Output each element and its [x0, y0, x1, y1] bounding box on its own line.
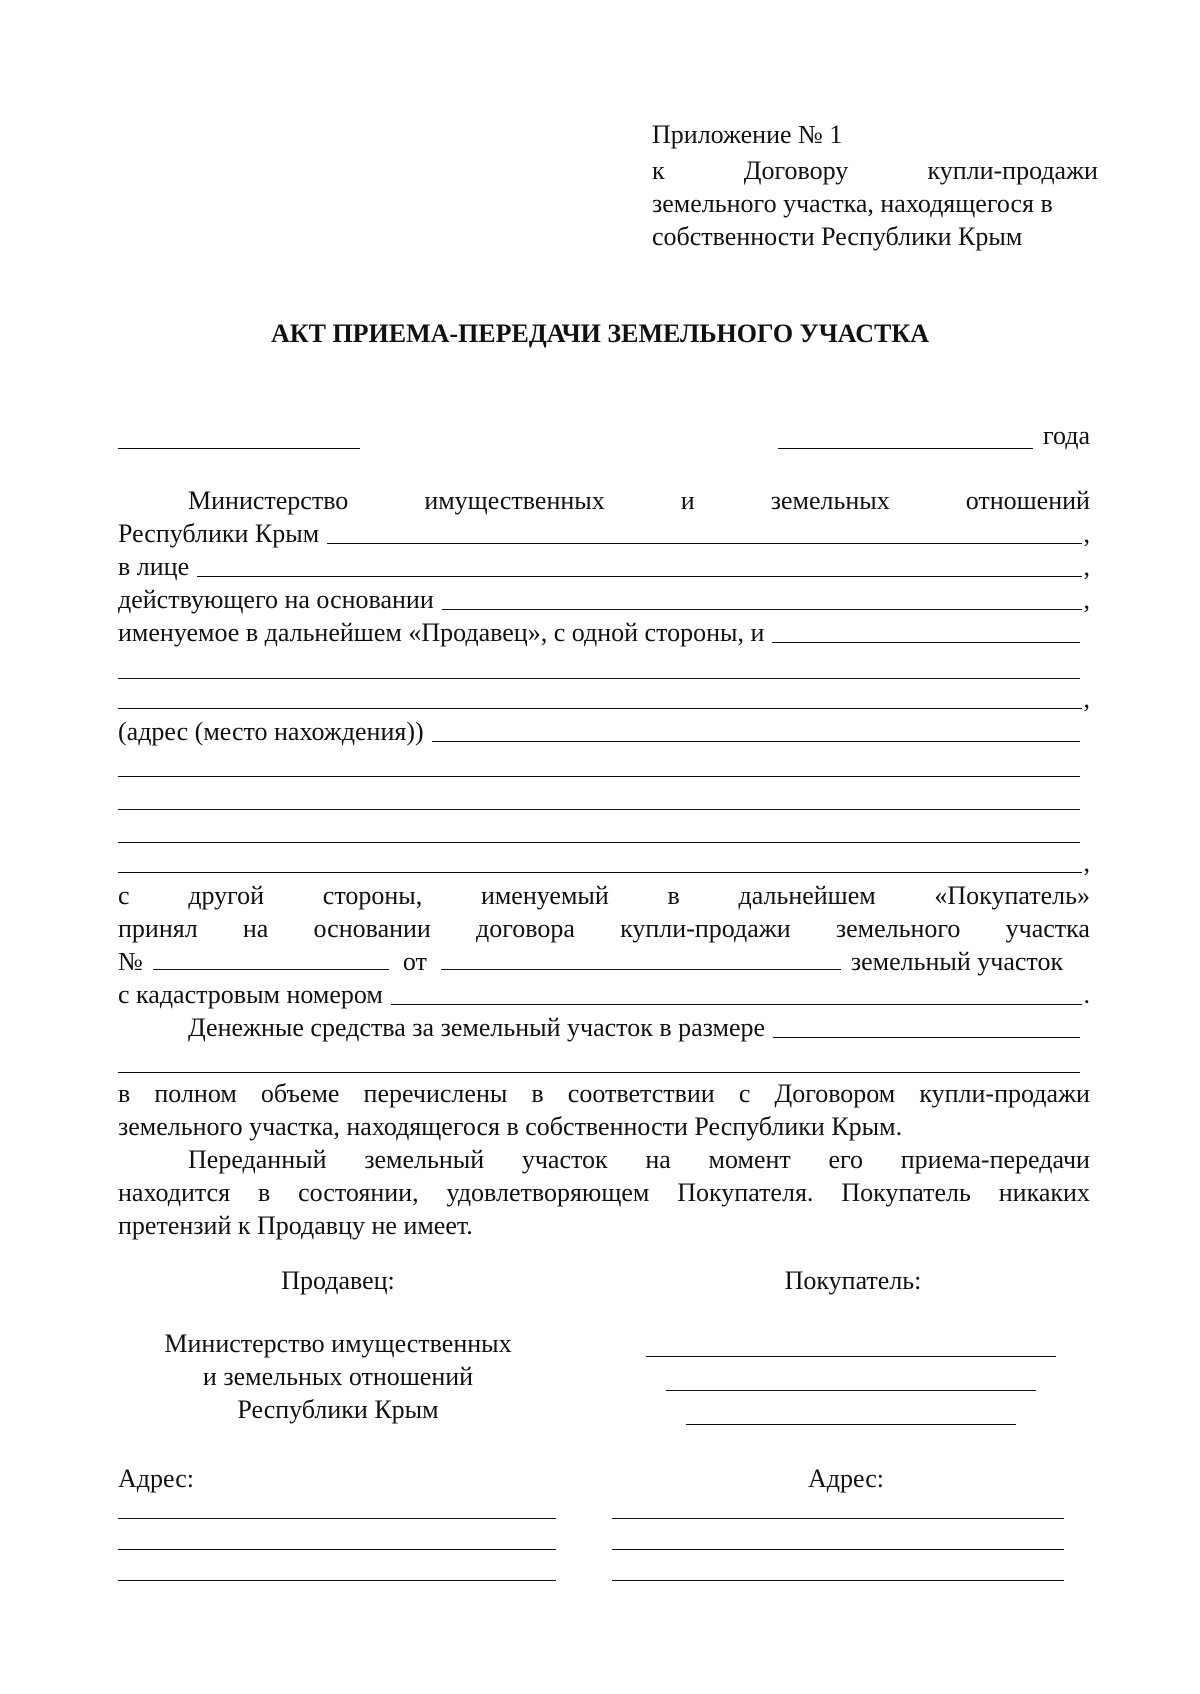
buyer-name-line-3: [686, 1424, 1016, 1425]
buyer-address-label: Адрес:: [808, 1464, 884, 1493]
cadastral-row: с кадастровым номером .: [118, 980, 1090, 1009]
seller-org-line-1: Министерство имущественных: [164, 1329, 512, 1358]
basis-field: [442, 587, 1082, 610]
address-row: (адрес (место нахождения)): [118, 716, 1090, 748]
seller-name-field: [327, 521, 1081, 544]
buyer-blank-row-2: ,: [118, 683, 1090, 715]
buyer-label: Покупатель:: [784, 1266, 922, 1295]
condition-line-3: претензий к Продавцу не имеет.: [118, 1211, 473, 1240]
cadastral-number-field: [391, 982, 1082, 1005]
seller-org-line-3: Республики Крым: [237, 1395, 439, 1424]
contract-basis-line: принял на основании договора купли-продажи земельного участка: [118, 914, 1090, 943]
money-amount-field: [773, 1015, 1080, 1038]
seller-address-label: Адрес:: [118, 1464, 194, 1493]
seller-name-row: Республики Крым ,: [118, 519, 1090, 548]
condition-line-2: находится в состоянии, удовлетворяющем Покупателя. Покупатель никаких: [118, 1178, 1090, 1207]
seller-address-line-1: [118, 1518, 556, 1519]
payment-line-1: в полном объеме перечислены в соответствии с Договором купли-продажи: [118, 1079, 1090, 1108]
seller-role-row: именуемое в дальнейшем «Продавец», с одной стороны, и: [118, 617, 1090, 649]
buyer-name-line-2: [666, 1390, 1036, 1391]
buyer-address-line-3: [612, 1580, 1064, 1581]
date-field-line: [778, 448, 1033, 449]
money-blank-line: [118, 1072, 1080, 1073]
condition-line-1: Переданный земельный участок на момент его приема-передачи: [188, 1145, 1090, 1174]
seller-address-line-2: [118, 1549, 556, 1550]
contract-number-row: № от земельный участок: [118, 947, 1064, 976]
document-title: АКТ ПРИЕМА-ПЕРЕДАЧИ ЗЕМЕЛЬНОГО УЧАСТКА: [270, 319, 930, 348]
seller-representative-row: в лице ,: [118, 552, 1090, 581]
appendix-line-2: земельного участка, находящегося в: [652, 189, 1053, 218]
date-year-label: года: [1043, 421, 1091, 450]
appendix-title: Приложение № 1: [652, 120, 843, 149]
buyer-name-line-1: [646, 1356, 1056, 1357]
money-row: Денежные средства за земельный участок в размере: [118, 1012, 1090, 1044]
address-blank-line-3: [118, 842, 1080, 843]
payment-line-2: земельного участка, находящегося в собственности Республики Крым.: [118, 1112, 903, 1141]
contract-date-field: [441, 947, 841, 970]
seller-label: Продавец:: [281, 1266, 395, 1295]
buyer-role-line: с другой стороны, именуемый в дальнейшем «Покупатель»: [118, 881, 1090, 910]
address-blank-line-2: [118, 809, 1080, 810]
address-blank-row-4: ,: [118, 847, 1090, 879]
seller-address-line-3: [118, 1580, 556, 1581]
appendix-line-3: собственности Республики Крым: [652, 222, 1023, 251]
address-blank-line-1: [118, 776, 1080, 777]
buyer-blank-line-1: [118, 678, 1080, 679]
address-blank-line-4: [118, 850, 1082, 873]
place-field-line: [118, 448, 360, 449]
appendix-line-1: к Договору купли-продажи: [652, 156, 1098, 185]
representative-field: [197, 554, 1081, 577]
buyer-address-line-2: [612, 1549, 1064, 1550]
buyer-blank-line-2: [118, 686, 1082, 709]
contract-number-field: [153, 947, 389, 970]
seller-basis-row: действующего на основании ,: [118, 585, 1090, 614]
buyer-name-field: [772, 620, 1080, 643]
seller-intro-line: Министерство имущественных и земельных отношений: [188, 486, 1090, 515]
seller-org-line-2: и земельных отношений: [202, 1362, 474, 1391]
buyer-address-line-1: [612, 1518, 1064, 1519]
address-field: [432, 719, 1080, 742]
